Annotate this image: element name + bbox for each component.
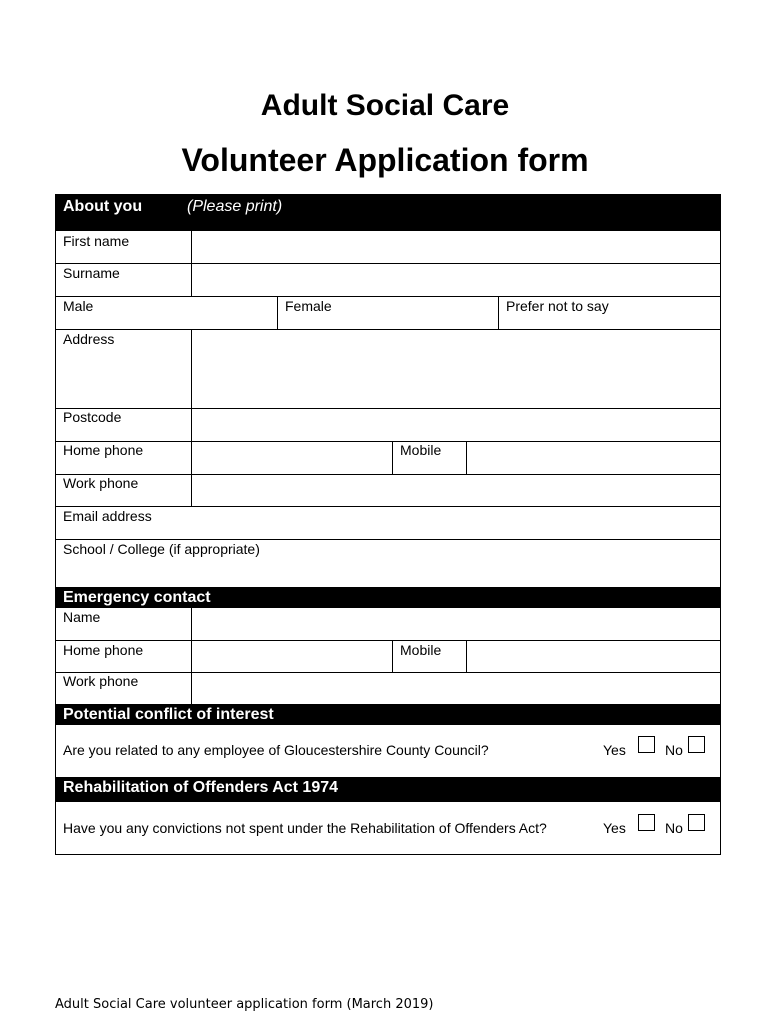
emergency-contact-heading: Emergency contact — [63, 589, 211, 606]
rehabilitation-heading: Rehabilitation of Offenders Act 1974 — [63, 779, 339, 796]
postcode-field[interactable] — [193, 409, 718, 440]
emergency-name-label: Name — [63, 609, 101, 625]
mobile-field[interactable] — [468, 442, 718, 473]
surname-label: Surname — [63, 265, 120, 281]
conflict-no-label: No — [665, 742, 683, 758]
about-you-heading: About you — [63, 198, 143, 215]
rehabilitation-question: Have you any convictions not spent under the Rehabilitation of Offenders Act? — [63, 820, 547, 836]
conflict-of-interest-header — [56, 704, 720, 725]
emergency-name-field[interactable] — [193, 609, 718, 639]
page-footer: Adult Social Care volunteer application form (March 2019) — [55, 997, 434, 1012]
conflict-no-checkbox[interactable] — [688, 736, 705, 753]
school-college-field[interactable] — [57, 557, 719, 585]
emergency-work-phone-field[interactable] — [193, 673, 718, 703]
emergency-work-phone-label: Work phone — [63, 673, 139, 689]
mobile-label: Mobile — [400, 442, 442, 458]
rehabilitation-yes-label: Yes — [603, 820, 626, 836]
emergency-mobile-field[interactable] — [468, 641, 718, 671]
work-phone-label: Work phone — [63, 475, 139, 491]
conflict-yes-label: Yes — [603, 742, 626, 758]
address-field[interactable] — [193, 330, 718, 407]
conflict-question: Are you related to any employee of Gloucestershire County Council? — [63, 742, 489, 758]
male-label[interactable]: Male — [63, 298, 94, 314]
conflict-of-interest-heading: Potential conflict of interest — [63, 706, 274, 723]
about-you-header — [56, 195, 720, 231]
application-form — [55, 194, 721, 855]
work-phone-field[interactable] — [193, 475, 718, 505]
first-name-label: First name — [63, 233, 130, 249]
conflict-yes-checkbox[interactable] — [638, 736, 655, 753]
emergency-contact-header — [56, 587, 720, 608]
document-title: Adult Social Care — [260, 89, 510, 122]
school-college-label: School / College (if appropriate) — [63, 541, 260, 557]
please-print-note: (Please print) — [187, 198, 283, 215]
emergency-home-phone-field[interactable] — [193, 641, 391, 671]
rehabilitation-header — [56, 777, 720, 802]
emergency-mobile-label: Mobile — [400, 642, 442, 658]
home-phone-field[interactable] — [193, 442, 391, 473]
first-name-field[interactable] — [193, 232, 718, 262]
surname-field[interactable] — [193, 265, 718, 295]
home-phone-label: Home phone — [63, 442, 144, 458]
female-label[interactable]: Female — [285, 298, 332, 314]
prefer-not-to-say-label[interactable]: Prefer not to say — [506, 298, 609, 314]
emergency-home-phone-label: Home phone — [63, 642, 144, 658]
postcode-label: Postcode — [63, 409, 122, 425]
email-address-field[interactable] — [193, 507, 718, 538]
email-address-label: Email address — [63, 508, 152, 524]
rehabilitation-no-label: No — [665, 820, 683, 836]
rehabilitation-no-checkbox[interactable] — [688, 814, 705, 831]
document-subtitle: Volunteer Application form — [181, 142, 589, 178]
rehabilitation-yes-checkbox[interactable] — [638, 814, 655, 831]
address-label: Address — [63, 331, 115, 347]
